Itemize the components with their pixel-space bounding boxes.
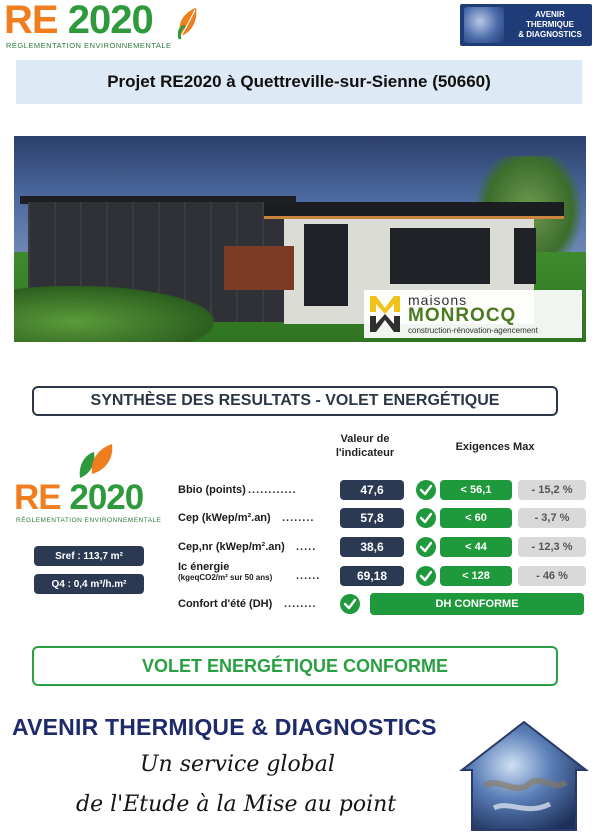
slogan-line-2: de l'Etude à la Mise au point — [76, 792, 397, 817]
value-header-line-2: l'indicateur — [335, 447, 395, 459]
house-render-image — [14, 136, 586, 342]
roof-right — [264, 202, 564, 219]
window — [390, 228, 490, 284]
gap-value: - 15,2 % — [518, 480, 586, 500]
year-digits: 2020 — [67, 0, 153, 42]
indicator-label: Bbio (points) — [178, 484, 246, 496]
shrubs — [14, 286, 214, 342]
year-digits: 2020 — [69, 478, 144, 517]
check-circle-icon — [416, 480, 436, 500]
builder-logo — [364, 290, 582, 338]
q4-pill: Q4 : 0,4 m³/h.m² — [34, 574, 144, 594]
indicator-label-unit: (kgeqCO2/m² sur 50 ans) — [178, 573, 273, 582]
builder-name: maisons — [408, 292, 468, 308]
mw-logo-icon — [368, 294, 402, 334]
section-title: SYNTHÈSE DES RESULTATS - VOLET ENERGÉTIQUE — [32, 386, 558, 416]
indicator-label: Cep (kWep/m².an) — [178, 512, 271, 524]
project-title: Projet RE2020 à Quettreville-sur-Sienne (50660) — [16, 60, 582, 104]
company-badge-text — [508, 10, 592, 40]
leader-dots: ........ — [282, 512, 315, 524]
value-column-header — [330, 432, 400, 460]
slogan-line-1: Un service global — [140, 752, 335, 777]
check-circle-icon — [416, 566, 436, 586]
re-letters: RE — [14, 478, 61, 517]
requirement-value: < 56,1 — [440, 480, 512, 500]
gap-value: - 12,3 % — [518, 537, 586, 557]
gap-value: - 46 % — [518, 566, 586, 586]
re2020-subtitle: RÉGLEMENTATION ENVIRONNEMENTALE — [6, 41, 172, 50]
company-badge — [460, 4, 592, 46]
leader-dots: ..... — [296, 541, 317, 553]
door — [304, 224, 348, 306]
indicator-value: 47,6 — [340, 480, 404, 500]
check-circle-icon — [416, 537, 436, 557]
indicator-value: 69,18 — [340, 566, 404, 586]
comfort-label: Confort d'été (DH) — [178, 598, 273, 610]
leader-dots: ...... — [296, 570, 321, 582]
sref-pill: Sref : 113,7 m² — [34, 546, 144, 566]
builder-brand: MONROCQ — [408, 305, 517, 326]
comfort-status: DH CONFORME — [370, 593, 584, 615]
leader-dots: ............ — [248, 484, 297, 496]
check-circle-icon — [416, 508, 436, 528]
indicator-value: 38,6 — [340, 537, 404, 557]
re2020-subtitle: RÉGLEMENTATION ENVIRONNEMENTALE — [16, 517, 162, 524]
requirement-value: < 128 — [440, 566, 512, 586]
requirement-value: < 60 — [440, 508, 512, 528]
builder-tagline: construction-rénovation-agencement — [408, 326, 538, 335]
value-header-line-1: Valeur de — [340, 433, 390, 445]
re2020-logo-large — [14, 444, 168, 532]
requirements-column-header: Exigences Max — [455, 441, 535, 453]
re2020-logo-text — [4, 0, 153, 43]
badge-line-2: THERMIQUE — [526, 20, 574, 29]
re-letters: RE — [4, 0, 58, 42]
badge-line-1: AVENIR — [535, 10, 565, 19]
leaf-icon — [178, 6, 198, 40]
indicator-label: Cep,nr (kWep/m².an) — [178, 541, 285, 553]
leaf-icon — [76, 444, 114, 480]
globe-house-icon — [464, 7, 504, 43]
terrace — [224, 246, 294, 290]
verdict-banner: VOLET ENERGÉTIQUE CONFORME — [32, 646, 558, 686]
footer-company: AVENIR THERMIQUE & DIAGNOSTICS — [12, 714, 437, 740]
requirement-value: < 44 — [440, 537, 512, 557]
check-circle-icon — [340, 594, 360, 614]
indicator-value: 57,8 — [340, 508, 404, 528]
globe-house-icon — [454, 716, 594, 836]
indicator-label — [178, 561, 272, 582]
indicator-label-main: Ic énergie — [178, 561, 230, 573]
window — [514, 228, 536, 284]
badge-line-3: & DIAGNOSTICS — [518, 30, 582, 39]
leader-dots: ........ — [284, 598, 317, 610]
re2020-logo — [4, 2, 204, 52]
re2020-logo-text — [14, 478, 143, 518]
gap-value: - 3,7 % — [518, 508, 586, 528]
